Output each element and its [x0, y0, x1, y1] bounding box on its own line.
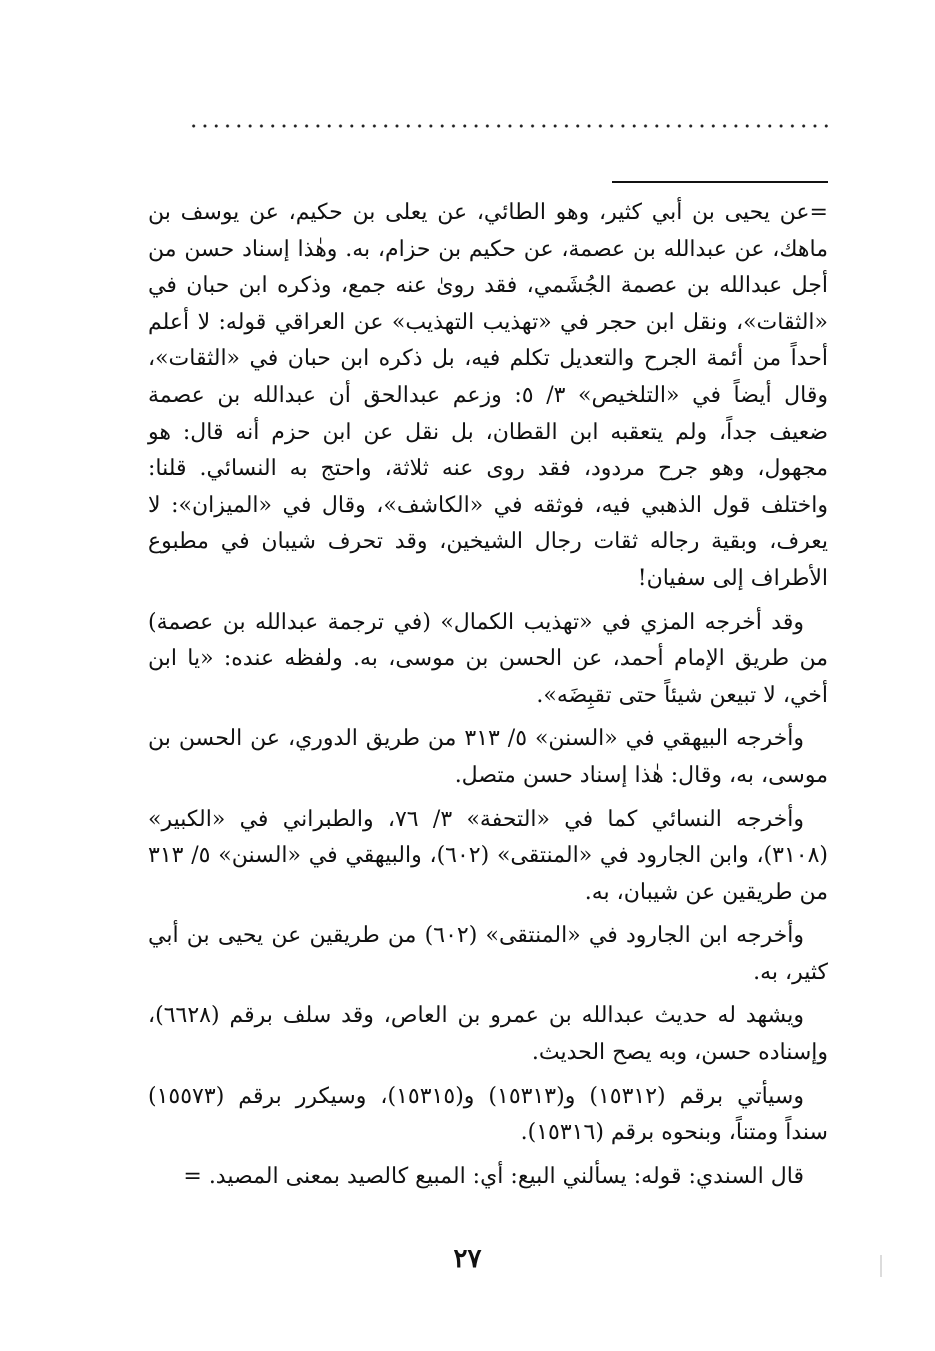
- paragraph-nasai: وأخرجه النسائي كما في «التحفة» ٣/ ٧٦، والطبراني في «الكبير» (٣١٠٨)، وابن الجارود في «المنتقى» (٦٠٢)، والبيهقي في «السنن» ٥/ ٣١٣ من طريقين عن شيبان، به.: [148, 806, 828, 905]
- paragraph-witness: ويشهد له حديث عبدالله بن عمرو بن العاص، وقد سلف برقم (٦٦٢٨)، وإسناده حسن، وبه يصح الحديث.: [148, 1003, 828, 1066]
- footnote-rule: [612, 181, 828, 183]
- paragraph-bayhaqi: وأخرجه البيهقي في «السنن» ٥/ ٣١٣ من طريق الدوري، عن الحسن بن موسى، به، وقال: هٰذا إسناد حسن متصل.: [148, 726, 828, 788]
- paragraph-ibn-jarud: وأخرجه ابن الجارود في «المنتقى» (٦٠٢) من طريقين عن يحيى بن أبي كثير، به.: [148, 923, 828, 985]
- paragraph-cross-reference: وسيأتي برقم (١٥٣١٢) و(١٥٣١٣) و(١٥٣١٥)، وسيكرر برقم (١٥٥٧٣) سنداً ومتناً، وبنحوه برقم (١٥٣١٦).: [148, 1083, 828, 1146]
- footnote-text: [148, 195, 828, 1202]
- page-number: ٢٧: [453, 1244, 482, 1274]
- dotted-separator: [188, 122, 828, 130]
- paragraph-sindi: قال السندي: قوله: يسألني البيع: أي: المبيع كالصيد بمعنى المصيد. =: [183, 1163, 804, 1189]
- paragraph-continuation: =عن يحيى بن أبي كثير، وهو الطائي، عن يعلى بن حكيم، عن يوسف بن ماهك، عن عبدالله بن عصمة، عن حكيم بن حزام، به. وهٰذا إسناد حسن من أجل عبدالله بن عصمة الجُشَمي، فقد روىٰ عنه جمع، وذكره ابن حبان في «الثقات»، ونقل ابن حجر في «تهذيب التهذيب» عن العراقي قوله: لا أعلم أحداً من أئمة الجرح والتعديل تكلم فيه، بل ذكره ابن حبان في «الثقات»، وقال أيضاً في «التلخيص» ٣/ ٥: وزعم عبدالحق أن عبدالله بن عصمة ضعيف جداً، ولم يتعقبه ابن القطان، بل نقل عن ابن حزم أنه قال: هو مجهول، وهو جرح مردود، فقد روى عنه ثلاثة، واحتج به النسائي. قلنا: واختلف قول الذهبي فيه، فوثقه في «الكاشف»، وقال في «الميزان»: لا يعرف، وبقية رجاله ثقات رجال الشيخين، وقد تحرف شيبان في مطبوع الأطراف إلى سفيان!: [148, 200, 828, 591]
- paragraph-mizzi: وقد أخرجه المزي في «تهذيب الكمال» (في ترجمة عبدالله بن عصمة) من طريق الإمام أحمد، عن الحسن بن موسى، به. ولفظه عنده: «يا ابن أخي، لا تبيعن شيئاً حتى تقبِضَه».: [148, 609, 828, 708]
- scan-mark: [880, 1255, 882, 1277]
